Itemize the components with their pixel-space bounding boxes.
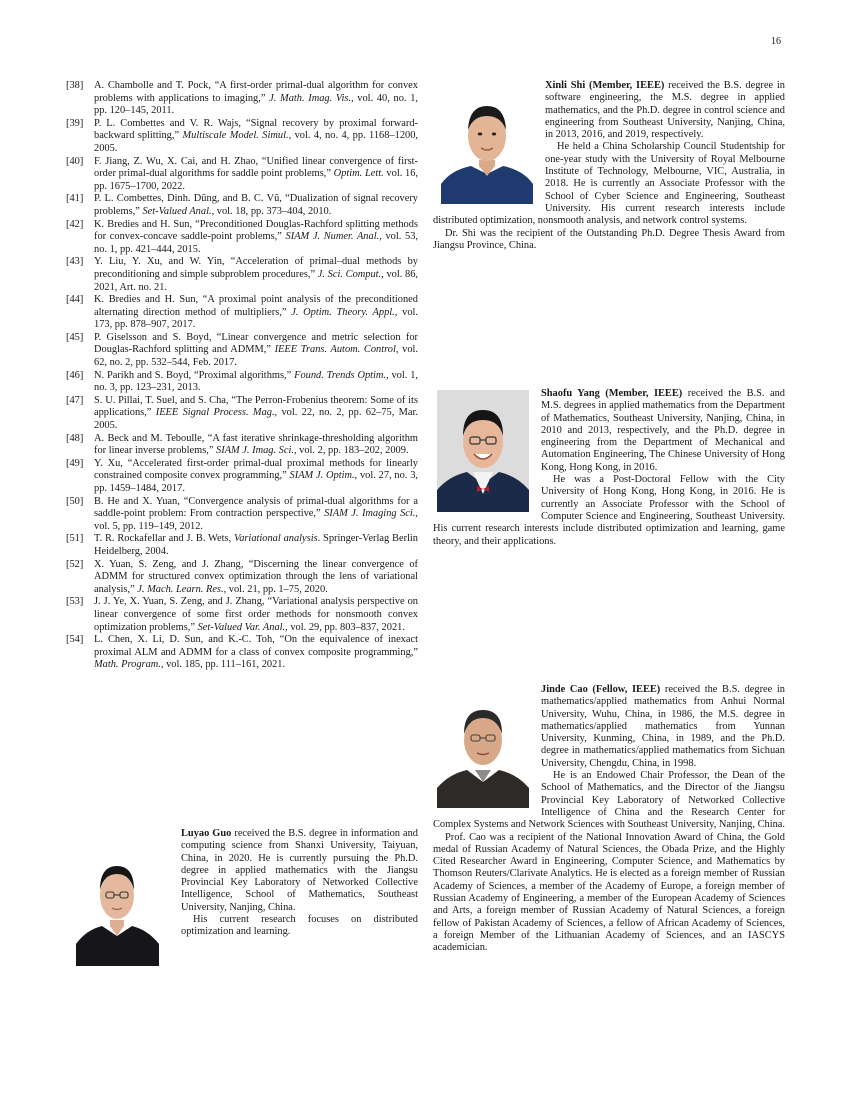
reference-text: F. Jiang, Z. Wu, X. Cai, and H. Zhao, “Unified linear convergence of first-order primal-dual algorithms for saddle point problems,” <box>94 155 418 180</box>
reference-number: [38] <box>66 80 84 91</box>
reference-text: , vol. 53, no. 1, pp. 421–444, 2015. <box>94 231 418 255</box>
reference-number: [49] <box>66 457 84 469</box>
reference-text: . Springer-Verlag Berlin Heidelberg, 2004. <box>94 533 418 557</box>
reference-text: P. L. Combettes, Dinh. Dũng, and B. C. Vũ, “Dualization of signal recovery problems,” <box>94 193 418 217</box>
reference-item <box>66 559 418 597</box>
reference-number: [45] <box>66 331 84 343</box>
portrait-luyao-guo <box>76 844 159 966</box>
reference-text: , vol. 22, no. 2, pp. 62–75, Mar. 2005. <box>94 407 418 432</box>
bio-paragraph: His current research focuses on distributed optimization and learning. <box>181 914 418 938</box>
reference-text: J. J. Ye, X. Yuan, S. Zeng, and J. Zhang, “Variational analysis perspective on linear convergence of some first order methods for nonsmooth convex optimization problems,” <box>94 596 418 633</box>
reference-item <box>66 533 418 558</box>
reference-text: , vol. 86, 2021, Art. no. 21. <box>94 268 418 293</box>
reference-item <box>66 156 418 194</box>
reference-venue: IEEE Signal Process. Mag. <box>155 407 275 419</box>
reference-item <box>66 80 418 118</box>
reference-number: [53] <box>66 596 84 608</box>
reference-item <box>66 256 418 294</box>
reference-item <box>66 332 418 370</box>
reference-venue: SIAM J. Optim. <box>289 470 355 482</box>
reference-text: vol. 16, pp. 1675–1700, 2022. <box>94 168 418 192</box>
reference-venue: J. Optim. Theory. Appl. <box>291 306 395 318</box>
reference-text: , vol. 62, no. 2, pp. 532–544, Feb. 2017. <box>94 344 418 369</box>
reference-venue: IEEE Trans. Autom. Control <box>274 344 396 356</box>
reference-number: [52] <box>66 558 84 570</box>
reference-number: [47] <box>66 394 84 406</box>
page-number: 16 <box>771 36 781 47</box>
reference-text: X. Yuan, S. Zeng, and J. Zhang, “Discerning the linear convergence of ADMM for structured convex optimization through the lens of variational analysis,” <box>94 558 418 595</box>
reference-text: , vol. 4, no. 4, pp. 1168–1200, 2005. <box>94 130 419 154</box>
reference-item <box>66 433 418 458</box>
reference-text: A. Chambolle and T. Pock, “A first-order primal-dual algorithm for convex problems with applications to imaging,” <box>94 80 418 104</box>
reference-text: , vol. 18, pp. 373–404, 2010. <box>211 205 332 217</box>
bio-name: Xinli Shi (Member, IEEE) <box>545 80 665 91</box>
reference-text: Y. Xu, “Accelerated first-order primal-dual proximal methods for linearly constrained composite convex programming,” <box>94 457 418 482</box>
reference-text: , vol. 27, no. 3, pp. 1459–1484, 2017. <box>94 470 418 494</box>
bio-jinde-cao <box>433 684 785 955</box>
reference-text: , vol. 21, pp. 1–75, 2020. <box>223 583 328 595</box>
reference-item <box>66 219 418 257</box>
bio-xinli-shi <box>433 80 785 252</box>
reference-item <box>66 596 418 634</box>
portrait-jinde-cao <box>437 686 529 808</box>
reference-text: , vol. 40, no. 1, pp. 120–145, 2011. <box>94 92 418 117</box>
reference-number: [48] <box>66 432 84 444</box>
reference-number: [44] <box>66 294 84 306</box>
reference-venue: Variational analysis <box>234 533 318 545</box>
reference-text: , vol. 29, pp. 803–837, 2021. <box>285 621 405 633</box>
reference-venue: SIAM J. Imaging Sci. <box>324 508 416 520</box>
reference-venue: Found. Trends Optim. <box>294 369 387 381</box>
reference-item <box>66 496 418 534</box>
reference-text: , vol. 173, pp. 878–907, 2017. <box>94 306 418 331</box>
reference-venue: Math. Program. <box>94 659 161 671</box>
reference-text: N. Parikh and S. Boyd, “Proximal algorithms,” <box>94 369 295 381</box>
bio-shaofu-yang <box>433 388 785 548</box>
reference-item <box>66 118 418 156</box>
bio-paragraph: He held a China Scholarship Council Studentship for one-year study with the University of Royal Melbourne Institute of Technology, Melbourne, VIC, Australia, in 2018. He is currently an Associate Professor with the School of Cyber Science and Engineering, Southeast University. His current research interests include distributed optimization, nonsmooth analysis, and network control systems. <box>433 141 785 227</box>
reference-item <box>66 458 418 496</box>
reference-item <box>66 294 418 332</box>
reference-text: , vol. 1, no. 3, pp. 123–231, 2013. <box>94 369 418 394</box>
bio-name: Shaofu Yang (Member, IEEE) <box>541 388 683 399</box>
reference-number: [50] <box>66 495 84 507</box>
reference-item <box>66 370 418 395</box>
reference-venue: Optim. Lett. <box>333 168 384 180</box>
bio-paragraph: received the B.S. degree in information and computing science from Shanxi University, Taiyuan, China, in 2020. He is currently pursuing the Ph.D. degree in applied mathematics with the Jiangsu Provincial Key Laboratory of Networked Collective Intelligence, School of Mathematics, Southeast University, Nanjing, China. <box>181 828 418 913</box>
reference-text: L. Chen, X. Li, D. Sun, and K.-C. Toh, “On the equivalence of inexact proximal ALM and ADMM for a class of convex composite programming,” <box>94 634 418 658</box>
portrait-shaofu-yang <box>437 390 529 512</box>
bio-luyao-guo <box>76 828 418 968</box>
reference-venue: SIAM J. Numer. Anal. <box>285 231 380 243</box>
reference-text: T. R. Rockafellar and J. B. Wets, <box>94 533 234 545</box>
reference-venue: SIAM J. Imag. Sci. <box>216 445 294 457</box>
reference-venue: J. Sci. Comput. <box>317 268 382 280</box>
reference-item <box>66 634 418 672</box>
reference-number: [39] <box>66 117 84 129</box>
reference-item <box>66 395 418 433</box>
reference-number: [46] <box>66 369 84 381</box>
reference-text: P. Giselsson and S. Boyd, “Linear convergence and metric selection for Douglas-Rachford splitting and ADMM,” <box>94 331 418 356</box>
reference-number: [42] <box>66 218 84 230</box>
references-list <box>66 80 418 672</box>
reference-text: , vol. 2, pp. 183–202, 2009. <box>293 445 409 457</box>
bio-name: Luyao Guo <box>181 828 232 839</box>
bio-paragraph: Dr. Shi was the recipient of the Outstanding Ph.D. Degree Thesis Award from Jiangsu Province, China. <box>433 227 785 251</box>
reference-text: K. Bredies and H. Sun, “A proximal point analysis of the preconditioned alternating direction method of multipliers,” <box>94 294 418 318</box>
reference-text: A. Beck and M. Teboulle, “A fast iterative shrinkage-thresholding algorithm for linear inverse problems,” <box>94 432 418 457</box>
bio-paragraph: received the B.S. degree in software engineering, the M.S. degree in applied mathematics, and the Ph.D. degree in control science and engineering from Southeast University, Nanjing, China, in 2013, 2016, and 2019, respectively. <box>545 80 786 141</box>
reference-venue: Multiscale Model. Simul. <box>182 130 289 142</box>
portrait-xinli-shi <box>441 82 533 204</box>
bio-paragraph: Prof. Cao was a recipient of the National Innovation Award of China, the Gold medal of Russian Academy of Natural Sciences, the Obada Prize, and the Highly Cited Researcher Award in Engineering, Computer Science, and Mathematics by Thomson Reuters/Clarivate Analytics. He is elected as a foreign member of Russian Academy of Sciences, a member of the Academy of Europe, a foreign member of Russian Academy of Engineering, a member of the European Academy of Sciences and Arts, a foreign member of Russian Academy of Natural Sciences, a foreign fellow of Pakistan Academy of Sciences, a fellow of African Academy of Sciences, a foreign Member of the Lithuanian Academy of Sciences, and an IASCYS academician. <box>433 831 785 954</box>
reference-number: [51] <box>66 533 84 545</box>
reference-text: , vol. 5, pp. 119–149, 2012. <box>94 508 418 532</box>
reference-item <box>66 193 418 218</box>
bio-paragraph: received the B.S. and M.S. degrees in applied mathematics from the Department of Mathematics, Southeast University, Nanjing, China, in 2010 and 2013, respectively, and the Ph.D. degree in engineering from the Department of Mechanical and Automation Engineering, The Chinese University of Hong Kong, Hong Kong, in 2016. <box>541 388 785 473</box>
reference-venue: J. Mach. Learn. Res. <box>137 583 224 595</box>
reference-venue: Set-Valued Var. Anal. <box>197 621 286 633</box>
reference-text: S. U. Pillai, T. Suel, and S. Cha, “The Perron-Frobenius theorem: Some of its applications,” <box>94 394 418 419</box>
reference-text: B. He and X. Yuan, “Convergence analysis of primal-dual algorithms for a saddle-point problem: From contraction perspective,” <box>94 495 418 520</box>
reference-venue: Set-Valued Anal. <box>142 205 212 217</box>
reference-number: [40] <box>66 155 84 167</box>
bio-paragraph: He was a Post-Doctoral Fellow with the City University of Hong Kong, Hong Kong, in 2016. He is currently an Associate Professor with the School of Computer Science and Engineering, Southeast University. His current research interests include distributed optimization and learning, game theory, and their applications. <box>433 474 785 547</box>
reference-number: [54] <box>66 634 84 646</box>
reference-number: [41] <box>66 193 84 205</box>
bio-paragraph: He is an Endowed Chair Professor, the Dean of the School of Mathematics, and the Director of the Jiangsu Provincial Key Laboratory of Networked Collective Intelligence of China and the Research Center for Complex Systems and Network Sciences with Southeast University, Nanjing, China. <box>433 770 785 831</box>
reference-text: P. L. Combettes and V. R. Wajs, “Signal recovery by proximal forward-backward splitting,” <box>94 117 418 142</box>
reference-text: K. Bredies and H. Sun, “Preconditioned Douglas-Rachford splitting methods for convex-concave saddle-point problems,” <box>94 218 418 243</box>
reference-number: [43] <box>66 256 84 268</box>
bio-name: Jinde Cao (Fellow, IEEE) <box>541 684 661 695</box>
reference-text: Y. Liu, Y. Xu, and W. Yin, “Acceleration of primal–dual methods by preconditioning and simple subproblem procedures,” <box>94 256 418 280</box>
reference-venue: J. Math. Imag. Vis. <box>269 92 351 104</box>
bio-paragraph: received the B.S. degree in mathematics/applied mathematics from Anhui Normal University, Wuhu, China, in 1986, the M.S. degree in mathematics/applied mathematics from Yunnan University, Kunming, China, in 1989, and the Ph.D. degree in mathematics/applied mathematics from Sichuan University, Chengdu, China, in 1998. <box>541 684 785 769</box>
reference-text: , vol. 185, pp. 111–161, 2021. <box>160 659 286 671</box>
